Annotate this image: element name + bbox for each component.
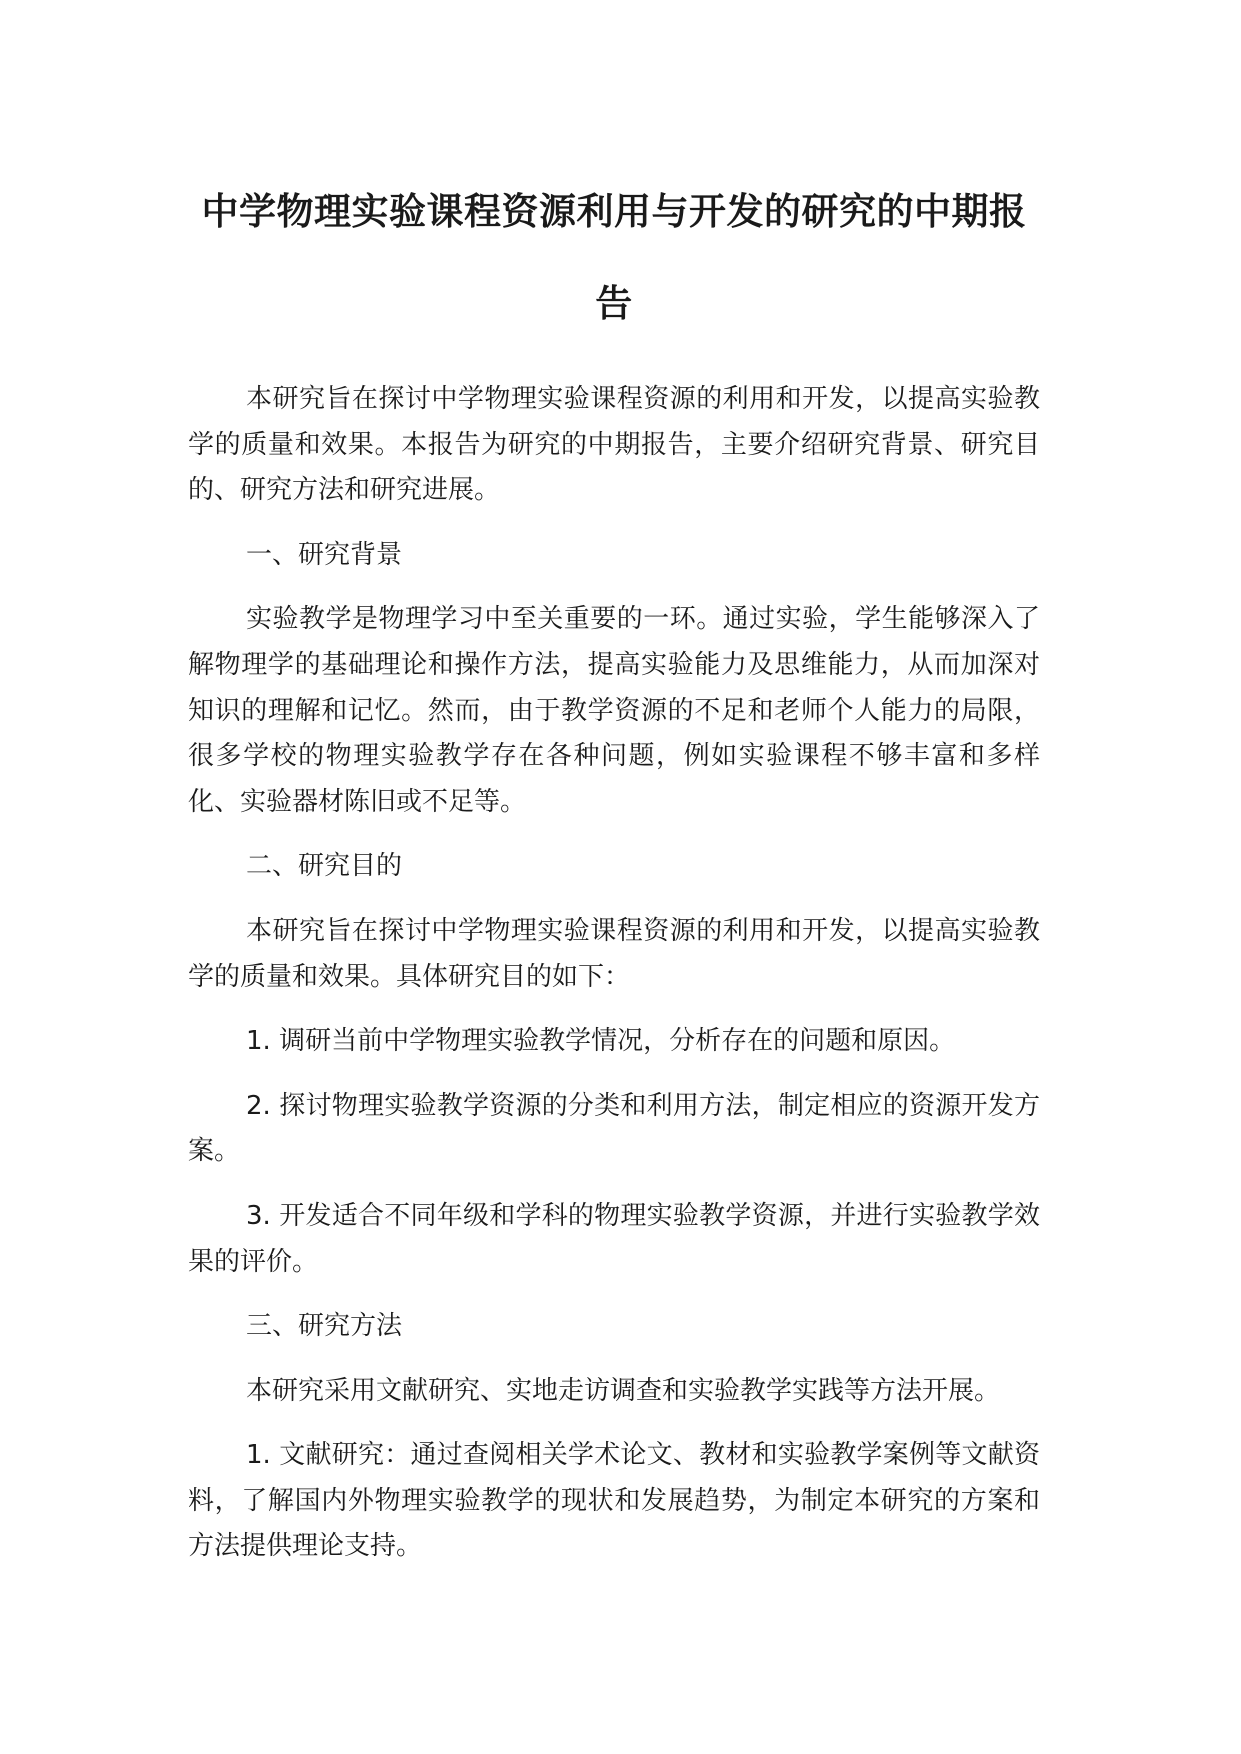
- purpose-item-3: 3. 开发适合不同年级和学科的物理实验教学资源，并进行实验教学效果的评价。: [188, 1200, 1040, 1277]
- section-heading-purpose: 二、研究目的: [246, 851, 403, 882]
- section-heading-background: 一、研究背景: [246, 539, 403, 570]
- section-heading-methods: 三、研究方法: [246, 1311, 403, 1342]
- background-paragraph: 实验教学是物理学习中至关重要的一环。通过实验，学生能够深入了解物理学的基础理论和操作方法，提高实验能力及思维能力，从而加深对知识的理解和记忆。然而，由于教学资源的不足和老师个人能力的局限，很多学校的物理实验教学存在各种问题，例如实验课程不够丰富和多样化、实验器材陈旧或不足等。: [188, 604, 1040, 817]
- purpose-item-1: 1. 调研当前中学物理实验教学情况，分析存在的问题和原因。: [246, 1026, 956, 1057]
- methods-item-1: 1. 文献研究：通过查阅相关学术论文、教材和实验教学案例等文献资料，了解国内外物理实验教学的现状和发展趋势，为制定本研究的方案和方法提供理论支持。: [188, 1440, 1040, 1562]
- methods-paragraph: 本研究采用文献研究、实地走访调查和实验教学实践等方法开展。: [246, 1375, 1001, 1406]
- purpose-item-2: 2. 探讨物理实验教学资源的分类和利用方法，制定相应的资源开发方案。: [188, 1090, 1040, 1167]
- document-body: [188, 377, 1040, 1589]
- purpose-paragraph: 本研究旨在探讨中学物理实验课程资源的利用和开发，以提高实验教学的质量和效果。具体研究目的如下：: [188, 915, 1040, 992]
- document-title: 中学物理实验课程资源利用与开发的研究的中期报告: [201, 190, 1027, 325]
- intro-paragraph: 本研究旨在探讨中学物理实验课程资源的利用和开发，以提高实验教学的质量和效果。本报告为研究的中期报告，主要介绍研究背景、研究目的、研究方法和研究进展。: [188, 384, 1040, 506]
